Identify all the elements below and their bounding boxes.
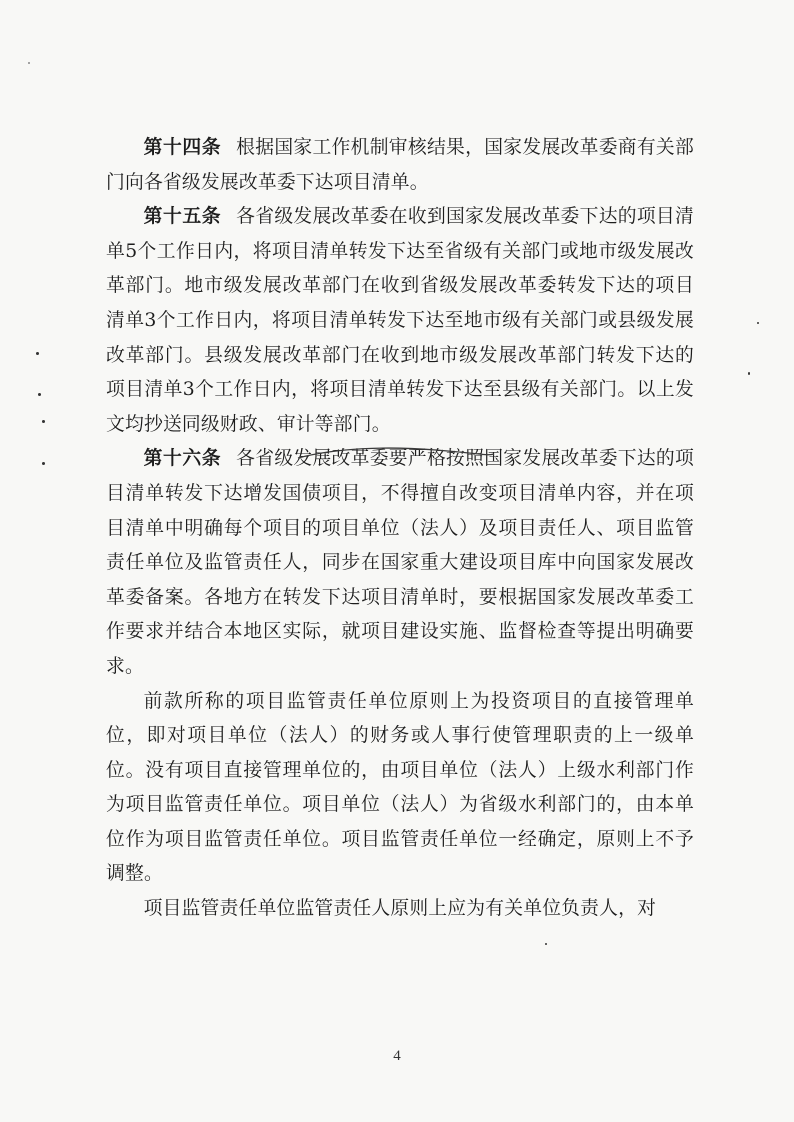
supervision-person-text: 项目监管责任单位监管责任人原则上应为有关单位负责人，对 bbox=[143, 898, 657, 920]
scan-speck bbox=[42, 420, 45, 423]
scan-speck bbox=[42, 462, 45, 465]
page-number: 4 bbox=[393, 1048, 401, 1064]
scan-speck bbox=[38, 393, 41, 396]
article-15-text: 各省级发展改革委在收到国家发展改革委下达的项目清单5个工作日内，将项目清单转发下达至省级有关部门或地市级发展改革部门。地市级发展改革部门在收到省级发展改革委转发下达的项目清单3个工作日内，将项目清单转发下达至地市级有关部门或县级发展改革部门。县级发展改革部门在收到地市级发展改革部门转发下达的项目清单3个工作日内，将项目清单转发下达至县级有关部门。以上发文均抄送同级财政、审计等部门。 bbox=[106, 206, 694, 435]
article-14-text: 根据国家工作机制审核结果，国家发展改革委商有关部门向各省级发展改革委下达项目清单。 bbox=[106, 137, 694, 193]
article-15-paragraph bbox=[106, 200, 694, 442]
scan-speck bbox=[28, 62, 30, 64]
document-body bbox=[106, 131, 694, 927]
article-14-paragraph bbox=[106, 131, 694, 200]
supervision-unit-text: 前款所称的项目监管责任单位原则上为投资项目的直接管理单位，即对项目单位（法人）的财务或人事行使管理职责的上一级单位。没有项目直接管理单位的，由项目单位（法人）上级水利部门作为项目监管责任单位。项目单位（法人）为省级水利部门的，由本单位作为项目监管责任单位。项目监管责任单位一经确定，原则上不予调整。 bbox=[106, 690, 694, 885]
article-15-heading: 第十五条 bbox=[143, 206, 222, 228]
article-14-heading: 第十四条 bbox=[143, 137, 222, 158]
scan-speck bbox=[757, 322, 759, 324]
scan-speck bbox=[748, 372, 750, 375]
handwritten-underline-mark bbox=[296, 442, 496, 472]
article-16-heading: 第十六条 bbox=[143, 448, 222, 470]
scan-speck bbox=[545, 943, 547, 945]
article-16-paragraph bbox=[106, 442, 694, 684]
article-16-text: 各省级发展改革委要严格按照国家发展改革委下达的项目清单转发下达增发国债项目，不得擅自改变项目清单内容，并在项目清单中明确每个项目的项目单位（法人）及项目责任人、项目监管责任单位及监管责任人，同步在国家重大建设项目库中向国家发展改革委备案。各地方在转发下达项目清单时，要根据国家发展改革委工作要求并结合本地区实际，就项目建设实施、监督检查等提出明确要求。 bbox=[106, 448, 694, 677]
supervision-person-paragraph bbox=[106, 892, 694, 927]
supervision-unit-paragraph bbox=[106, 685, 694, 893]
scan-speck bbox=[36, 352, 39, 355]
